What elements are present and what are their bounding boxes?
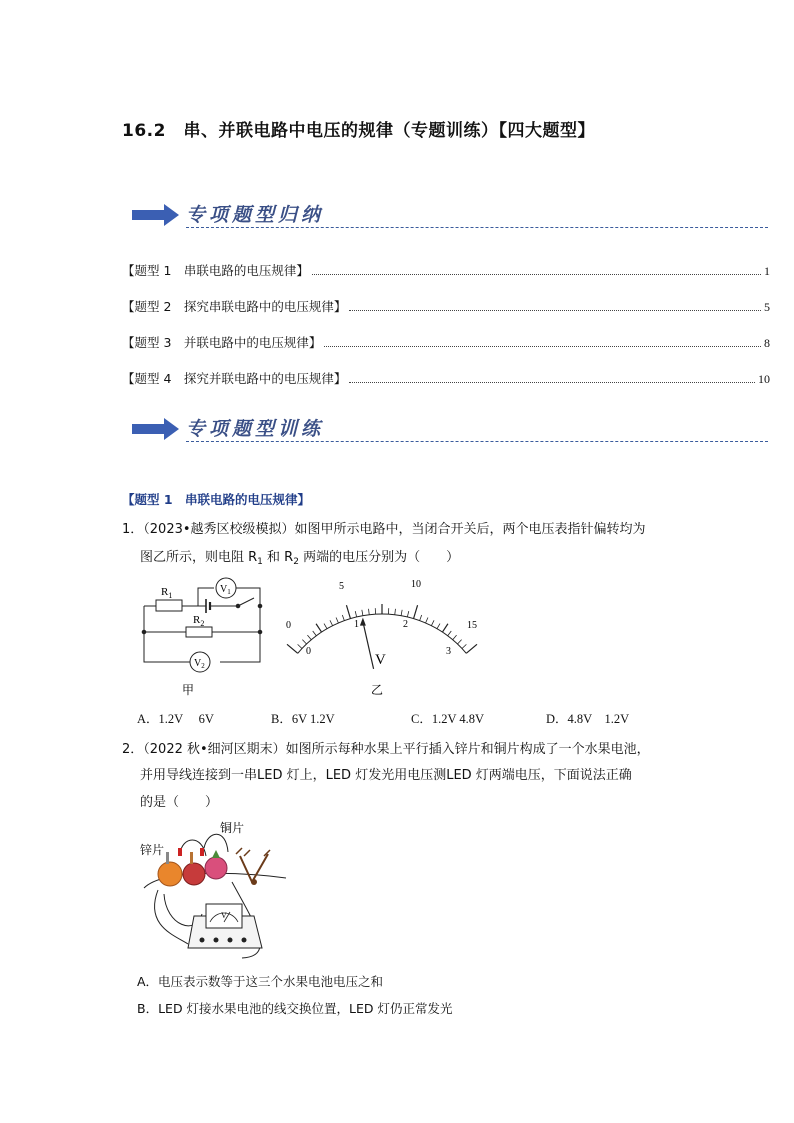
dial-tick	[302, 640, 306, 644]
dial-tick	[431, 620, 434, 625]
dial-inner-label-3: 3	[446, 646, 451, 657]
dial-outer-label-15: 15	[467, 620, 477, 631]
fruit-apple	[183, 863, 205, 885]
q1-text-part: 和 R	[262, 550, 294, 565]
dial-tick	[342, 615, 344, 621]
section-divider	[186, 227, 768, 228]
circuit-diagram	[138, 574, 270, 700]
category-heading: 【题型 1 串联电路的电压规律】	[122, 492, 311, 507]
fruit-battery-illustration	[136, 816, 298, 966]
dial-tick	[330, 620, 333, 625]
section-label: 专项题型训练	[186, 418, 325, 440]
r1-letter: R	[161, 586, 169, 598]
dial-outer-label-5: 5	[339, 581, 344, 592]
q2-option-b[interactable]: B．LED 灯接水果电池的线交换位置，LED 灯仍正常发光	[137, 1001, 453, 1016]
dial-needle	[363, 622, 374, 669]
option-b[interactable]: B．6V 1.2V	[271, 712, 335, 726]
toc-item-label: 【题型 1 串联电路的电压规律】	[122, 263, 309, 278]
dial-tick	[336, 617, 338, 623]
arrow-right-icon	[132, 418, 180, 440]
v2-letter: V	[194, 658, 202, 669]
q1-subscript: 2	[293, 557, 299, 567]
question-2-text: 2．（2022 秋•细河区期末）如图所示每种水果上平行插入锌片和铜片构成了一个水果电池，	[122, 742, 650, 757]
v2-label	[194, 658, 205, 670]
copper-label: 铜片	[220, 821, 245, 835]
v2-subscript: 2	[201, 662, 205, 670]
dial-tick	[362, 610, 363, 616]
r1-label	[161, 586, 172, 600]
q2-option-a[interactable]: A．电压表示数等于这三个水果电池电压之和	[137, 974, 384, 989]
toc-item-label: 【题型 3 并联电路中的电压规律】	[122, 335, 322, 350]
q1-subscript: 1	[257, 557, 263, 567]
dial-tick	[453, 635, 457, 640]
section-divider	[186, 441, 768, 442]
dial-tick	[395, 609, 396, 615]
toc-item-label: 【题型 4 探究并联电路中的电压规律】	[122, 371, 347, 386]
dial-tick	[287, 644, 298, 653]
toc-page-number: 5	[764, 300, 770, 314]
question-2-text-line2: 并用导线连接到一串LED 灯上，LED 灯发光用电压测LED 灯两端电压，下面说法正确	[140, 768, 632, 783]
option-a[interactable]: A．1.2V 6V	[137, 712, 214, 726]
dial-tick	[307, 635, 311, 640]
dial-inner-label-0: 0	[306, 646, 311, 657]
dial-unit: V	[375, 652, 386, 668]
dial-tick	[407, 611, 408, 617]
dial-tick	[401, 610, 402, 616]
section-banner-training	[132, 414, 768, 444]
v1-subscript: 1	[227, 588, 231, 596]
toc-page-number: 1	[764, 264, 770, 278]
dial-outer-label-10: 10	[411, 579, 421, 590]
dial-arc	[298, 614, 467, 653]
option-c[interactable]: C．1.2V 4.8V	[411, 712, 485, 726]
v1-label	[220, 584, 231, 596]
question-2-text-line3: 的是（ ）	[140, 795, 219, 810]
meter-v-label: V	[221, 911, 227, 920]
dial-tick	[316, 624, 321, 632]
question-1-text-line2	[140, 546, 459, 567]
page-title: 16.2 串、并联电路中电压的规律（专题训练）【四大题型】	[122, 121, 595, 141]
clip	[200, 848, 204, 856]
dial-tick	[355, 611, 356, 617]
toc-item[interactable]	[122, 261, 770, 279]
dial-tick	[457, 640, 461, 644]
clip	[178, 848, 182, 856]
dial-tick	[324, 624, 327, 629]
toc-item[interactable]	[122, 333, 770, 351]
fruit-leaves	[212, 850, 220, 858]
toc-page-number: 8	[764, 336, 770, 350]
zinc-label: 锌片	[140, 843, 165, 857]
toc-page-number: 10	[758, 372, 770, 386]
r2-label	[193, 614, 204, 628]
dial-tick	[346, 605, 350, 618]
dial-tick	[462, 644, 466, 648]
fruit-dragonfruit	[205, 857, 227, 879]
toc-item[interactable]	[122, 297, 770, 315]
toc-leader	[349, 310, 761, 311]
voltmeter-dial	[282, 574, 492, 700]
section-label: 专项题型归纳	[186, 204, 325, 226]
dial-tick	[313, 631, 317, 636]
dial-tick	[414, 605, 418, 618]
dial-needle-tip	[360, 618, 366, 626]
dial-outer-label-0: 0	[286, 620, 291, 631]
option-d[interactable]: D．4.8V 1.2V	[546, 712, 630, 726]
toc-item[interactable]	[122, 369, 770, 387]
dial-tick	[298, 644, 302, 648]
r2-subscript: 2	[200, 619, 205, 628]
dial-tick	[369, 609, 370, 615]
r2-letter: R	[193, 614, 201, 626]
section-banner-summary	[132, 200, 768, 230]
meter-caption: 乙	[371, 683, 384, 697]
q1-text-part: 两端的电压分别为（ ）	[298, 550, 460, 565]
fruit-orange	[158, 862, 182, 886]
arrow-right-icon	[132, 204, 180, 226]
dial-tick	[426, 617, 428, 623]
copper-strip	[190, 852, 193, 864]
dial-tick	[466, 644, 477, 653]
led-string	[236, 848, 270, 885]
v1-letter: V	[220, 584, 228, 595]
dial-inner-label-2: 2	[403, 619, 408, 630]
question-1-text: 1．（2023•越秀区校级模拟）如图甲所示电路中，当闭合开关后，两个电压表指针偏转均为	[122, 522, 646, 537]
toc-leader	[324, 346, 761, 347]
zinc-strip	[166, 852, 169, 864]
dial-tick	[448, 631, 452, 636]
dial-tick	[442, 624, 447, 632]
q1-text-part: 图乙所示，则电阻 R	[140, 550, 258, 565]
r1-subscript: 1	[168, 591, 173, 600]
toc-leader	[312, 274, 761, 275]
dial-tick	[437, 624, 440, 629]
circuit-caption: 甲	[182, 683, 195, 697]
toc-leader	[349, 382, 755, 383]
dial-inner-label-1: 1	[354, 619, 359, 630]
dial-tick	[420, 615, 422, 621]
toc-item-label: 【题型 2 探究串联电路中的电压规律】	[122, 299, 347, 314]
